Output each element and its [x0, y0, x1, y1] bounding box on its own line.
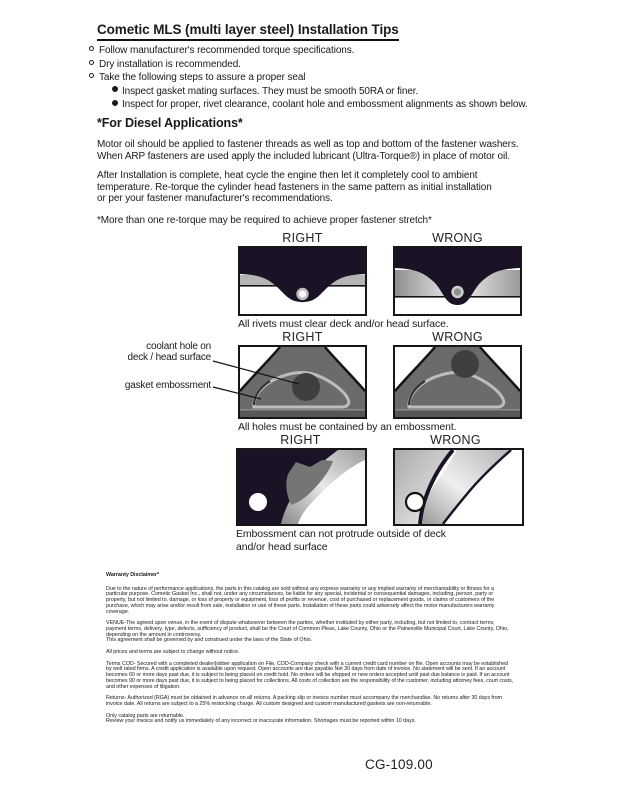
right-label: RIGHT	[280, 433, 321, 447]
page-number: CG-109.00	[365, 757, 433, 772]
legal-paragraph-group	[106, 714, 514, 725]
list-item	[89, 71, 528, 85]
warranty-disclaimer	[106, 573, 514, 731]
tip-text: Dry installation is recommended.	[99, 58, 241, 70]
wrong-label: WRONG	[430, 433, 481, 447]
tips-list	[89, 44, 528, 112]
list-item	[89, 58, 528, 72]
open-bullet-icon	[89, 46, 94, 51]
rivet-diagram-row	[110, 232, 522, 331]
right-label: RIGHT	[282, 231, 323, 245]
embossment-callout-label: gasket embossment	[124, 380, 211, 391]
embossment-right-diagram	[236, 448, 367, 526]
legal-paragraph: This agreement shall be governed by and construed under the laws of the State of Ohio.	[106, 637, 313, 644]
embossment-wrong-diagram	[393, 448, 524, 526]
diesel-paragraph-2: After Installation is complete, heat cycle the engine then let it completely cool to ambient temperature. Re-torque the cylinder head fasteners in the same pattern as initial installation or per your fastener manufacturer's recommendations.	[97, 170, 492, 205]
wrong-label: WRONG	[432, 330, 483, 344]
filled-bullet-icon	[112, 100, 118, 106]
embossment-caption: Embossment can not protrude outside of deck and/or head surface	[236, 528, 446, 553]
list-item	[89, 98, 528, 112]
tip-text: Inspect for proper, rivet clearance, coolant hole and embossment alignments as shown below.	[122, 99, 528, 110]
rivet-caption: All rivets must clear deck and/or head surface.	[238, 318, 449, 330]
retorque-note: *More than one re-torque may be required to achieve proper fastener stretch*	[97, 214, 432, 226]
open-bullet-icon	[89, 73, 94, 78]
legal-paragraph: Due to the nature of performance applications, the parts in this catalog are sold without any express warranty or any implied warranty of merchantability or fitness for a particular purpose. Cometic Gasket Inc., shall not, under any circumstances, be liable for any special, incidental or consequential damages, including, person, party or property, but not limited to, damage, or loss of property or equipment, loss of profits or revenue, cost of purchased or replacement goods, or claims of customers of the purchase, which may arise and/or result from sale, installation or use of these parts. Installation of these parts could adversely affect the motor manufacturers warranty coverage.	[106, 585, 495, 615]
embossment-diagram-row	[110, 434, 524, 553]
legal-paragraph: Only catalog parts are returnable.	[106, 712, 185, 719]
list-item	[89, 44, 528, 58]
right-label: RIGHT	[282, 330, 323, 344]
open-bullet-icon	[89, 60, 94, 65]
legal-paragraph: VENUE-The agreed upon venue, in the event of dispute whatsoever between the parties, whether instituted by either party, including, but not limited to, contract terms, payment terms, delivery, type, defects, sufficiency of product, shall be the Court of Common Pleas, Lake County, Ohio or the Painesville Municipal Court, Lake County, Ohio, depending on the amount in controversy.	[106, 620, 509, 638]
diesel-heading: *For Diesel Applications*	[97, 116, 243, 130]
legal-paragraph: All prices and terms are subject to change without notice.	[106, 649, 240, 656]
legal-paragraph-group	[106, 621, 514, 644]
coolant-hole-wrong-diagram	[393, 345, 522, 419]
tip-text: Inspect gasket mating surfaces. They must be smooth 50RA or finer.	[122, 85, 419, 97]
filled-bullet-icon	[112, 86, 118, 92]
diesel-section	[97, 116, 527, 235]
legal-paragraph: Returns- Authorized (RGA) must be obtained in advance on all returns. A packing slip or invoice number must accompany the merchandise. No returns after 30 days from invoice date. All returns are subject to a 25% restocking charge. All custom designed and custom manufactured gaskets are non-returnable.	[106, 695, 502, 707]
legal-paragraph: Terms COD- Secured with a completed dealer/jobber application on File, COD-Company check with a current credit card number on file. Open accounts may be established by well rated firms. A credit application is available upon request. Open accounts are due payable Net 30 days from date of invoice. No statement will be sent. If an account becomes 60 or more days past due, it is subject to being placed on credit hold. No orders will be shipped or new orders accepted until past due balance is paid. If an account becomes 90 or more days past due, it is subject to being placed for collections. All costs of collection are the responsibility of the customer, including attorney fees, court costs, and other expenses of litigation.	[106, 660, 514, 690]
coolant-hole-callout-label: coolant hole on deck / head surface	[127, 341, 211, 363]
coolant-hole-caption: All holes must be contained by an embossment.	[238, 421, 457, 433]
diagram-section	[110, 228, 522, 558]
coolant-hole-diagram-row	[110, 331, 522, 434]
tip-text: Take the following steps to assure a proper seal	[99, 72, 306, 83]
page-title: Cometic MLS (multi layer steel) Installation Tips	[97, 22, 399, 41]
wrong-label: WRONG	[432, 231, 483, 245]
legal-paragraph: Review your invoice and notify us immediately of any incorrect or inaccurate information. Shortages must be reported within 10 days.	[106, 718, 416, 725]
tip-text: Follow manufacturer's recommended torque specifications.	[99, 45, 355, 56]
rivet-wrong-diagram	[393, 246, 522, 316]
coolant-hole-right-diagram	[238, 345, 367, 419]
diesel-paragraph-1: Motor oil should be applied to fastener threads as well as top and bottom of the fastener washers. When ARP fasteners are used apply the included lubricant (Ultra-Torque®) in place of motor oil.	[97, 139, 519, 162]
list-item	[89, 85, 528, 99]
rivet-right-diagram	[238, 246, 367, 316]
legal-heading: Warranty Disclaimer*	[106, 572, 160, 578]
